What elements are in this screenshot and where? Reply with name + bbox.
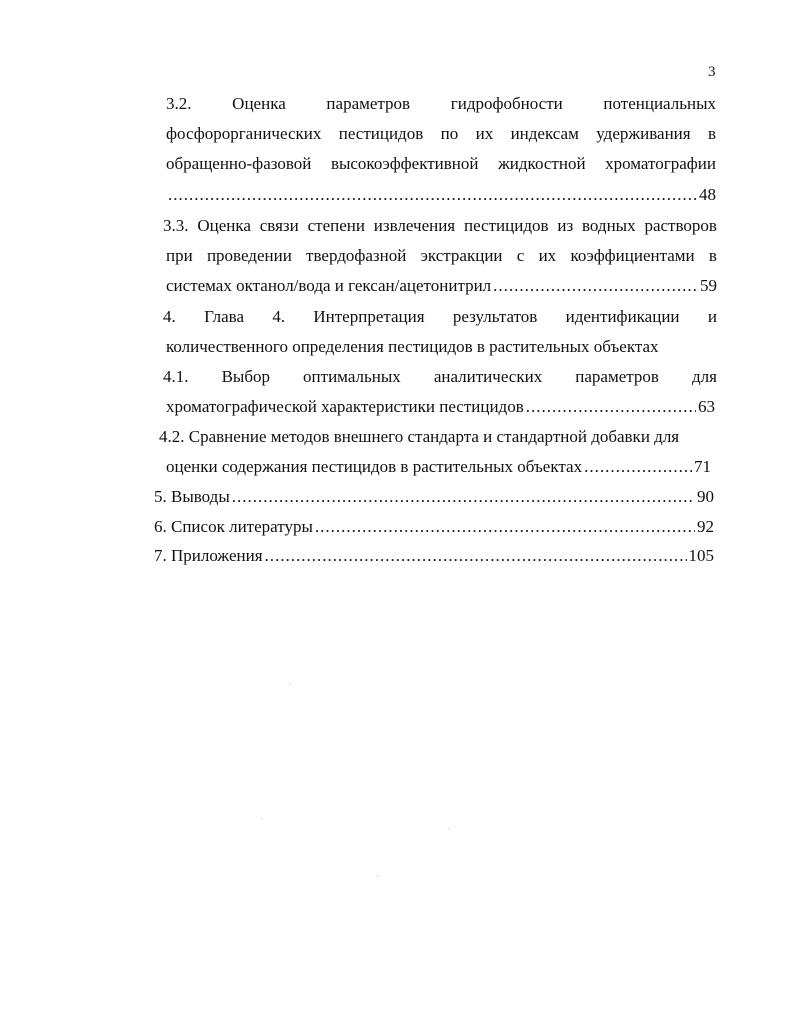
page-number: 3: [708, 64, 716, 80]
word: хроматографии: [605, 154, 716, 173]
toc-entry-5: [154, 487, 714, 507]
word: гидрофобности: [450, 94, 563, 113]
toc-entry-text: 6. Список литературы: [154, 517, 313, 536]
toc-entry-4-1-line-1: [163, 367, 717, 387]
word: фосфорорганических: [166, 124, 322, 143]
word: проведении: [206, 246, 292, 265]
dot-leader: [168, 185, 697, 205]
scan-speck: [290, 684, 291, 685]
toc-page-number: 90: [697, 487, 714, 506]
toc-entry-text: системах октанол/вода и гексан/ацетонитрил: [166, 276, 492, 295]
toc-entry-3-2-line-1: [166, 94, 716, 114]
toc-entry-text: 7. Приложения: [154, 546, 263, 565]
word: 4.: [163, 307, 176, 326]
word: удерживания: [596, 124, 691, 143]
word: 4.1.: [163, 367, 189, 386]
word: степени: [307, 216, 365, 235]
word: их: [475, 124, 494, 143]
word: обращенно-фазовой: [166, 154, 312, 173]
dot-leader: [584, 457, 692, 477]
word: 4.: [272, 307, 286, 326]
scan-speck: [377, 875, 378, 876]
word: потенциальных: [603, 94, 716, 113]
word: при: [166, 246, 193, 265]
toc-page-number: 71: [694, 457, 711, 476]
word: Оценка: [232, 94, 286, 113]
word: индексам: [510, 124, 579, 143]
toc-entry-3-3-line-2: [166, 246, 717, 266]
word: связи: [259, 216, 299, 235]
word: параметров: [326, 94, 411, 113]
scan-speck: [448, 828, 449, 829]
toc-entry-text: хроматографической характеристики пестицидов: [166, 397, 524, 416]
toc-page-number: 92: [697, 517, 714, 536]
toc-page-number: 48: [699, 185, 716, 204]
word: высокоэффективной: [330, 154, 479, 173]
word: жидкостной: [498, 154, 586, 173]
word: с: [516, 246, 525, 265]
toc-entry-3-2-line-3: [166, 154, 716, 174]
toc-entry-4-2-line-1: [159, 427, 717, 447]
word: в: [707, 124, 716, 143]
word: идентификации: [565, 307, 680, 326]
word: Интерпретация: [313, 307, 425, 326]
dot-leader: [315, 517, 695, 537]
toc-entry-3-2-line-2: [166, 124, 716, 144]
toc-entry-4-line-2: [166, 337, 659, 357]
word: аналитических: [433, 367, 543, 386]
toc-entry-3-2-page-line: [166, 185, 716, 205]
word: коэффициентами: [570, 246, 695, 265]
toc-entry-text: количественного определения пестицидов в растительных объектах: [166, 337, 659, 356]
toc-entry-4-2-page-line: [166, 457, 711, 477]
word: пестицидов: [338, 124, 424, 143]
word: из: [557, 216, 574, 235]
dot-leader: [526, 397, 696, 417]
dot-leader: [232, 487, 695, 507]
scan-speck: [261, 818, 262, 819]
toc-entry-text: 4.2. Сравнение методов внешнего стандарта и стандартной добавки для: [159, 427, 680, 446]
toc-entry-3-3-page-line: [166, 276, 717, 296]
word: растворов: [644, 216, 717, 235]
word: Выбор: [221, 367, 270, 386]
toc-page-number: 59: [700, 276, 717, 295]
word: Оценка: [197, 216, 251, 235]
word: извлечения: [373, 216, 456, 235]
word: их: [538, 246, 557, 265]
toc-entry-6: [154, 517, 714, 537]
word: оптимальных: [303, 367, 401, 386]
word: экстракции: [420, 246, 503, 265]
word: результатов: [452, 307, 538, 326]
toc-page-number: 105: [688, 546, 714, 565]
word: Глава: [204, 307, 244, 326]
toc-entry-text: 5. Выводы: [154, 487, 230, 506]
toc-entry-3-3-line-1: [163, 216, 717, 236]
toc-entry-text: оценки содержания пестицидов в растительных объектах: [166, 457, 583, 476]
word: и: [707, 307, 717, 326]
word: 3.3.: [163, 216, 189, 235]
toc-entry-7: [154, 546, 714, 566]
toc-page-number: 63: [698, 397, 715, 416]
word: 3.2.: [166, 94, 192, 113]
word: твердофазной: [306, 246, 407, 265]
toc-entry-4-line-1: [163, 307, 717, 327]
toc-entry-4-1-page-line: [166, 397, 715, 417]
word: в: [708, 246, 717, 265]
dot-leader: [265, 546, 687, 566]
word: параметров: [575, 367, 659, 386]
dot-leader: [493, 276, 698, 296]
word: для: [691, 367, 717, 386]
word: водных: [582, 216, 636, 235]
word: пестицидов: [463, 216, 549, 235]
word: по: [440, 124, 459, 143]
